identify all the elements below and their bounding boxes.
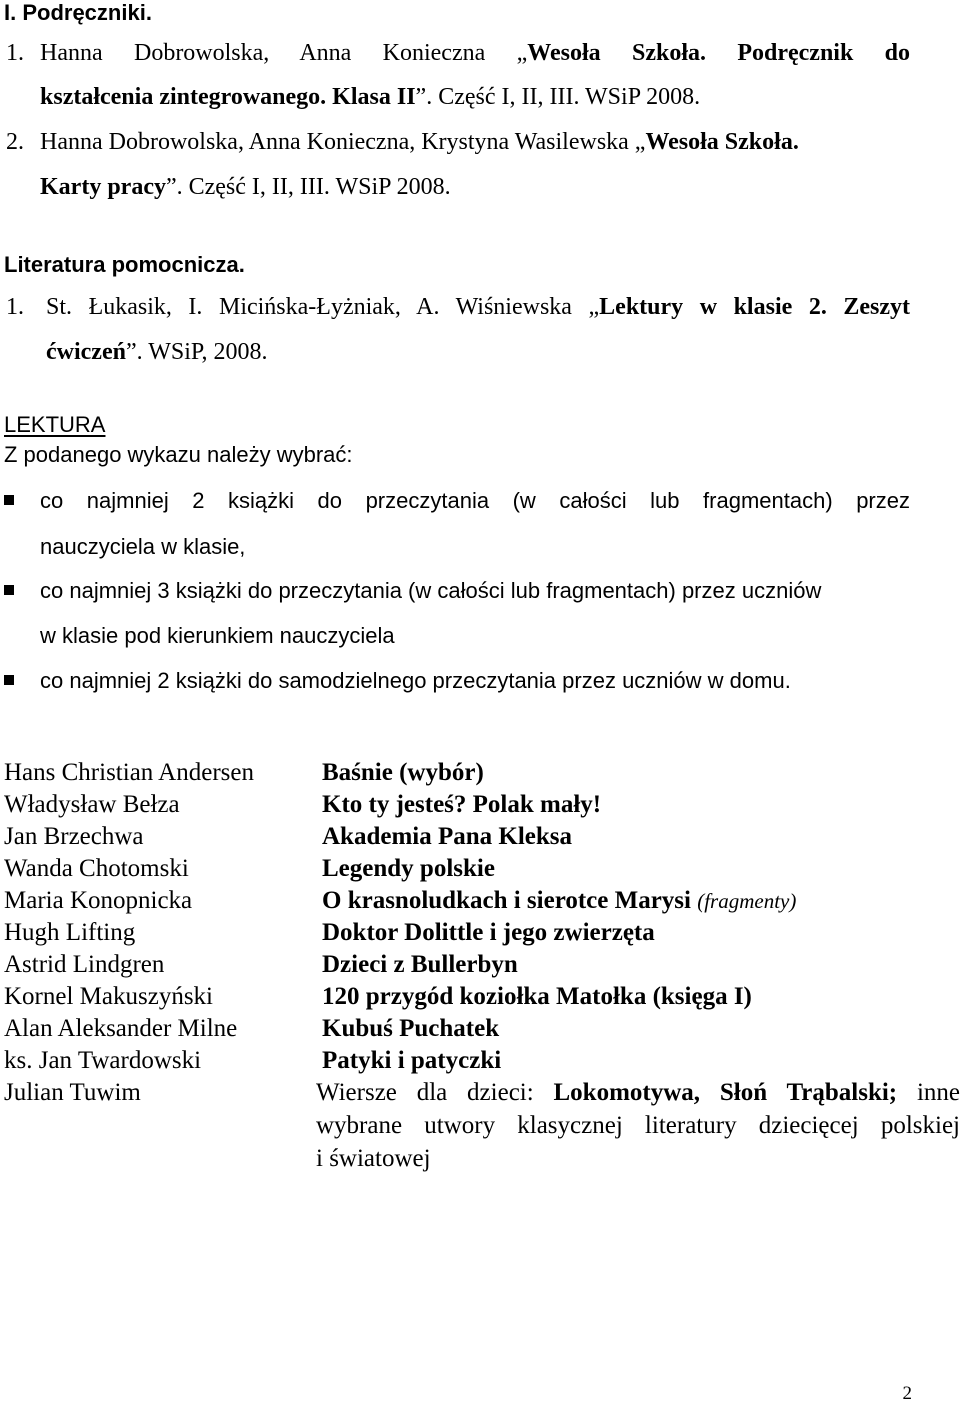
- list-number: 2.: [6, 129, 24, 155]
- bullet-marker: [4, 675, 14, 685]
- author-name: Kornel Makuszyński: [4, 983, 213, 1010]
- bullet-marker: [4, 495, 14, 505]
- textbook-2-line-1: Hanna Dobrowolska, Anna Konieczna, Krystyna Wasilewska „Wesoła Szkoła.: [40, 129, 799, 155]
- tuwim-works-line-3: i światowej: [316, 1145, 431, 1172]
- supplementary-1-line-1: St. Łukasik, I. Micińska-Łyżniak, A. Wiśniewska „Lektury w klasie 2. Zeszyt: [46, 294, 911, 320]
- page-number: 2: [902, 1383, 912, 1404]
- bullet-marker: [4, 585, 14, 595]
- requirement-3-line-1: co najmniej 2 książki do samodzielnego przeczytania przez uczniów w domu.: [40, 668, 791, 693]
- book-title: Dzieci z Bullerbyn: [322, 951, 518, 978]
- textbook-1-line-1: Hanna Dobrowolska, Anna Konieczna „Wesoła Szkoła. Podręcznik do: [40, 40, 911, 66]
- author-name: Hugh Lifting: [4, 919, 136, 946]
- tuwim-works-line-2: wybrane utwory klasycznej literatury dziecięcej polskiej: [316, 1112, 960, 1139]
- section-heading-supplementary: Literatura pomocnicza.: [4, 252, 245, 277]
- book-title: Legendy polskie: [322, 855, 495, 882]
- requirement-2-line-2: w klasie pod kierunkiem nauczyciela: [40, 623, 395, 648]
- author-name: Hans Christian Andersen: [4, 759, 254, 786]
- book-title: 120 przygód koziołka Matołka (księga I): [322, 983, 752, 1010]
- lektura-heading: LEKTURA: [4, 412, 106, 437]
- author-name: Jan Brzechwa: [4, 823, 144, 850]
- requirement-2-line-1: co najmniej 3 książki do przeczytania (w całości lub fragmentach) przez uczniów: [40, 578, 822, 603]
- book-title: Kubuś Puchatek: [322, 1015, 500, 1042]
- list-number: 1.: [6, 40, 24, 66]
- title-note: (fragmenty): [697, 889, 797, 913]
- author-name: Władysław Bełza: [4, 791, 180, 818]
- textbook-1-line-2: kształcenia zintegrowanego. Klasa II”. Część I, II, III. WSiP 2008.: [40, 84, 701, 110]
- lektura-intro: Z podanego wykazu należy wybrać:: [4, 442, 353, 467]
- tuwim-works-line-1: Wiersze dla dzieci: Lokomotywa, Słoń Trąbalski; inne: [316, 1079, 960, 1106]
- book-title: Doktor Dolittle i jego zwierzęta: [322, 919, 655, 946]
- requirement-1-line-2: nauczyciela w klasie,: [40, 534, 246, 559]
- author-name: Wanda Chotomski: [4, 855, 189, 882]
- book-title: O krasnoludkach i sierotce Marysi (fragmenty): [322, 887, 797, 914]
- textbook-2-line-2: Karty pracy”. Część I, II, III. WSiP 2008.: [40, 174, 451, 200]
- book-title: Kto ty jesteś? Polak mały!: [322, 791, 602, 818]
- supplementary-1-line-2: ćwiczeń”. WSiP, 2008.: [46, 339, 268, 365]
- book-title: Patyki i patyczki: [322, 1047, 502, 1074]
- author-name: ks. Jan Twardowski: [4, 1047, 202, 1074]
- book-title: Akademia Pana Kleksa: [322, 823, 573, 850]
- section-heading-textbooks: I. Podręczniki.: [4, 0, 152, 25]
- author-name: Maria Konopnicka: [4, 887, 193, 914]
- list-number: 1.: [6, 294, 24, 320]
- author-name: Alan Aleksander Milne: [4, 1015, 238, 1042]
- book-title: Baśnie (wybór): [322, 759, 484, 786]
- author-name: Astrid Lindgren: [4, 951, 165, 978]
- author-name: Julian Tuwim: [4, 1079, 141, 1106]
- requirement-1-line-1: co najmniej 2 książki do przeczytania (w całości lub fragmentach) przez: [40, 488, 910, 513]
